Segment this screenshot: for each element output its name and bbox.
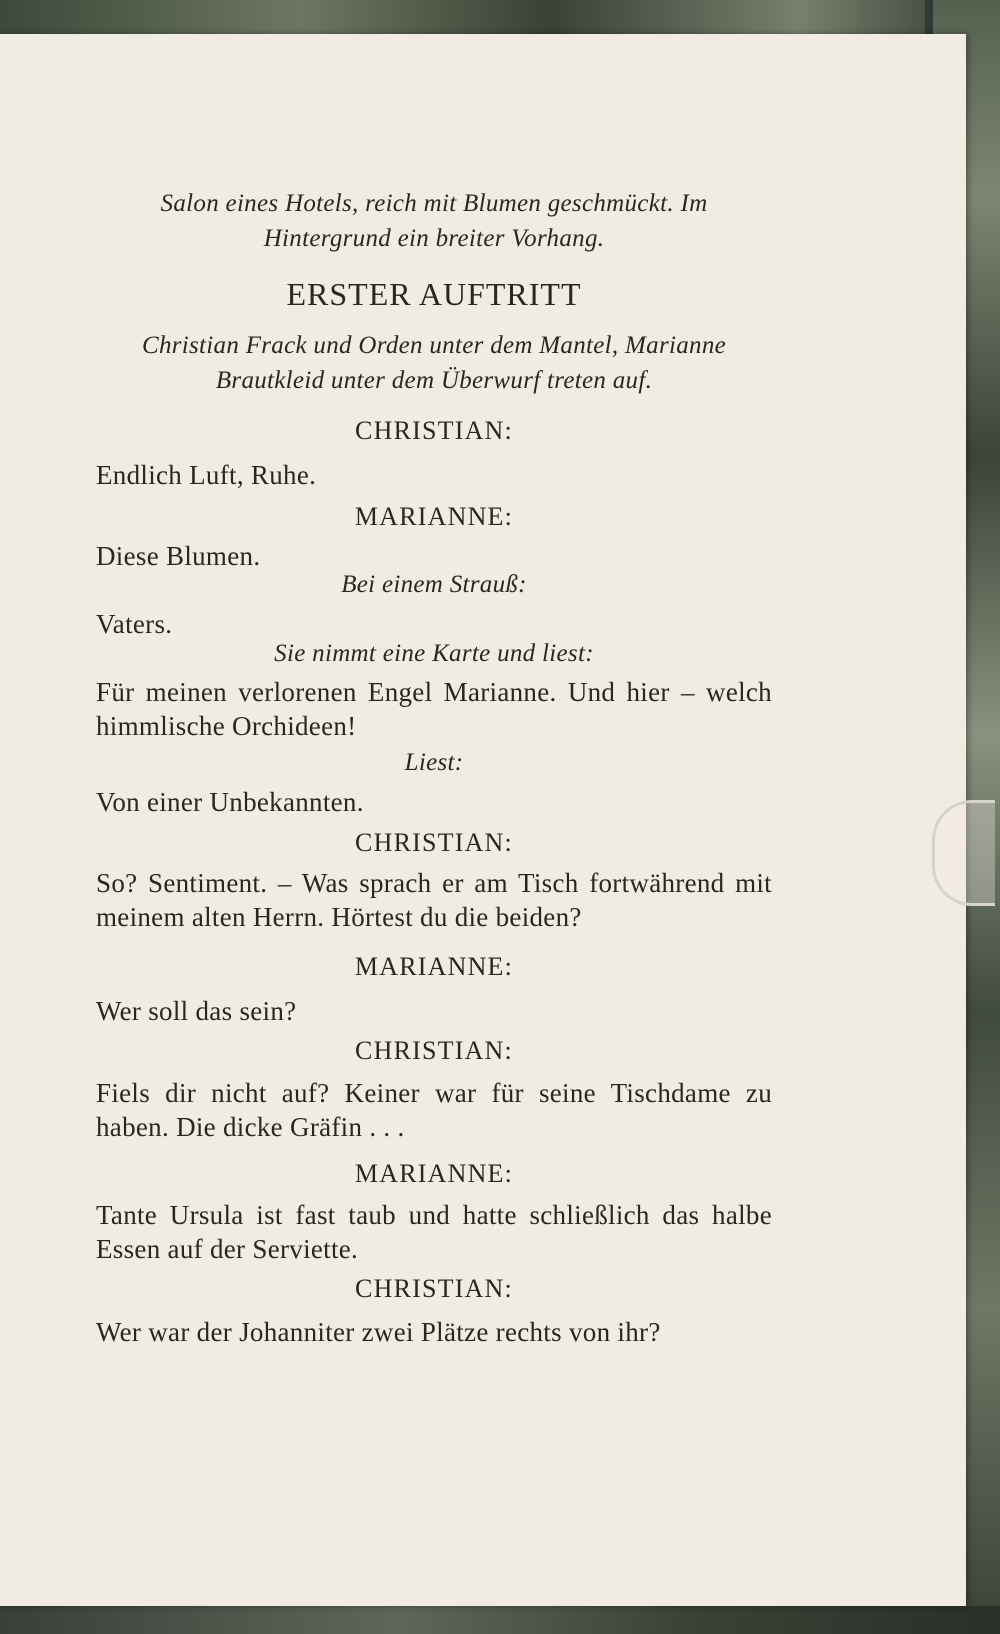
speaker-christian: CHRISTIAN: <box>355 1036 513 1065</box>
stage-direction: Liest: <box>404 749 464 776</box>
speaker-marianne: MARIANNE: <box>354 952 514 981</box>
book-cover-bottom-edge <box>0 1606 1000 1634</box>
dialogue-line: Tante Ursula ist fast taub und hatte schließlich das halbe Essen auf der Serviette. <box>96 1200 772 1264</box>
dialogue-line: Vaters. <box>96 609 173 639</box>
speaker-marianne: MARIANNE: <box>354 1159 514 1188</box>
page-clip <box>932 800 995 906</box>
dialogue-line: Wer soll das sein? <box>96 996 297 1026</box>
scene-heading: ERSTER AUFTRITT <box>286 276 582 312</box>
dialogue-line: Endlich Luft, Ruhe. <box>96 460 317 490</box>
stage-direction-setting: Salon eines Hotels, reich mit Blumen geschmückt. Im Hintergrund ein breiter Vorhang. <box>160 190 708 252</box>
speaker-marianne: MARIANNE: <box>354 502 514 531</box>
speaker-christian: CHRISTIAN: <box>355 828 513 857</box>
stage-direction: Bei einem Strauß: <box>341 571 527 598</box>
stage-direction: Sie nimmt eine Karte und liest: <box>274 640 594 667</box>
speaker-christian: CHRISTIAN: <box>355 416 513 445</box>
dialogue-line: Fiels dir nicht auf? Keiner war für seine Tischdame zu haben. Die dicke Gräfin . . . <box>96 1078 772 1142</box>
book-page <box>0 34 966 1606</box>
dialogue-line: Wer war der Johanniter zwei Plätze rechts von ihr? <box>96 1317 661 1347</box>
dialogue-line: Diese Blumen. <box>96 541 261 571</box>
speaker-christian: CHRISTIAN: <box>355 1274 513 1303</box>
dialogue-line: Von einer Unbekannten. <box>96 787 364 817</box>
dialogue-line: Für meinen verlorenen Engel Marianne. Und hier – welch himmlische Orchideen! <box>96 677 772 741</box>
stage-direction-entrance: Christian Frack und Orden unter dem Mantel, Marianne Brautkleid unter dem Überwurf treten auf. <box>141 332 727 394</box>
dialogue-line: So? Sentiment. – Was sprach er am Tisch fortwährend mit meinem alten Herrn. Hörtest du die beiden? <box>96 868 772 932</box>
